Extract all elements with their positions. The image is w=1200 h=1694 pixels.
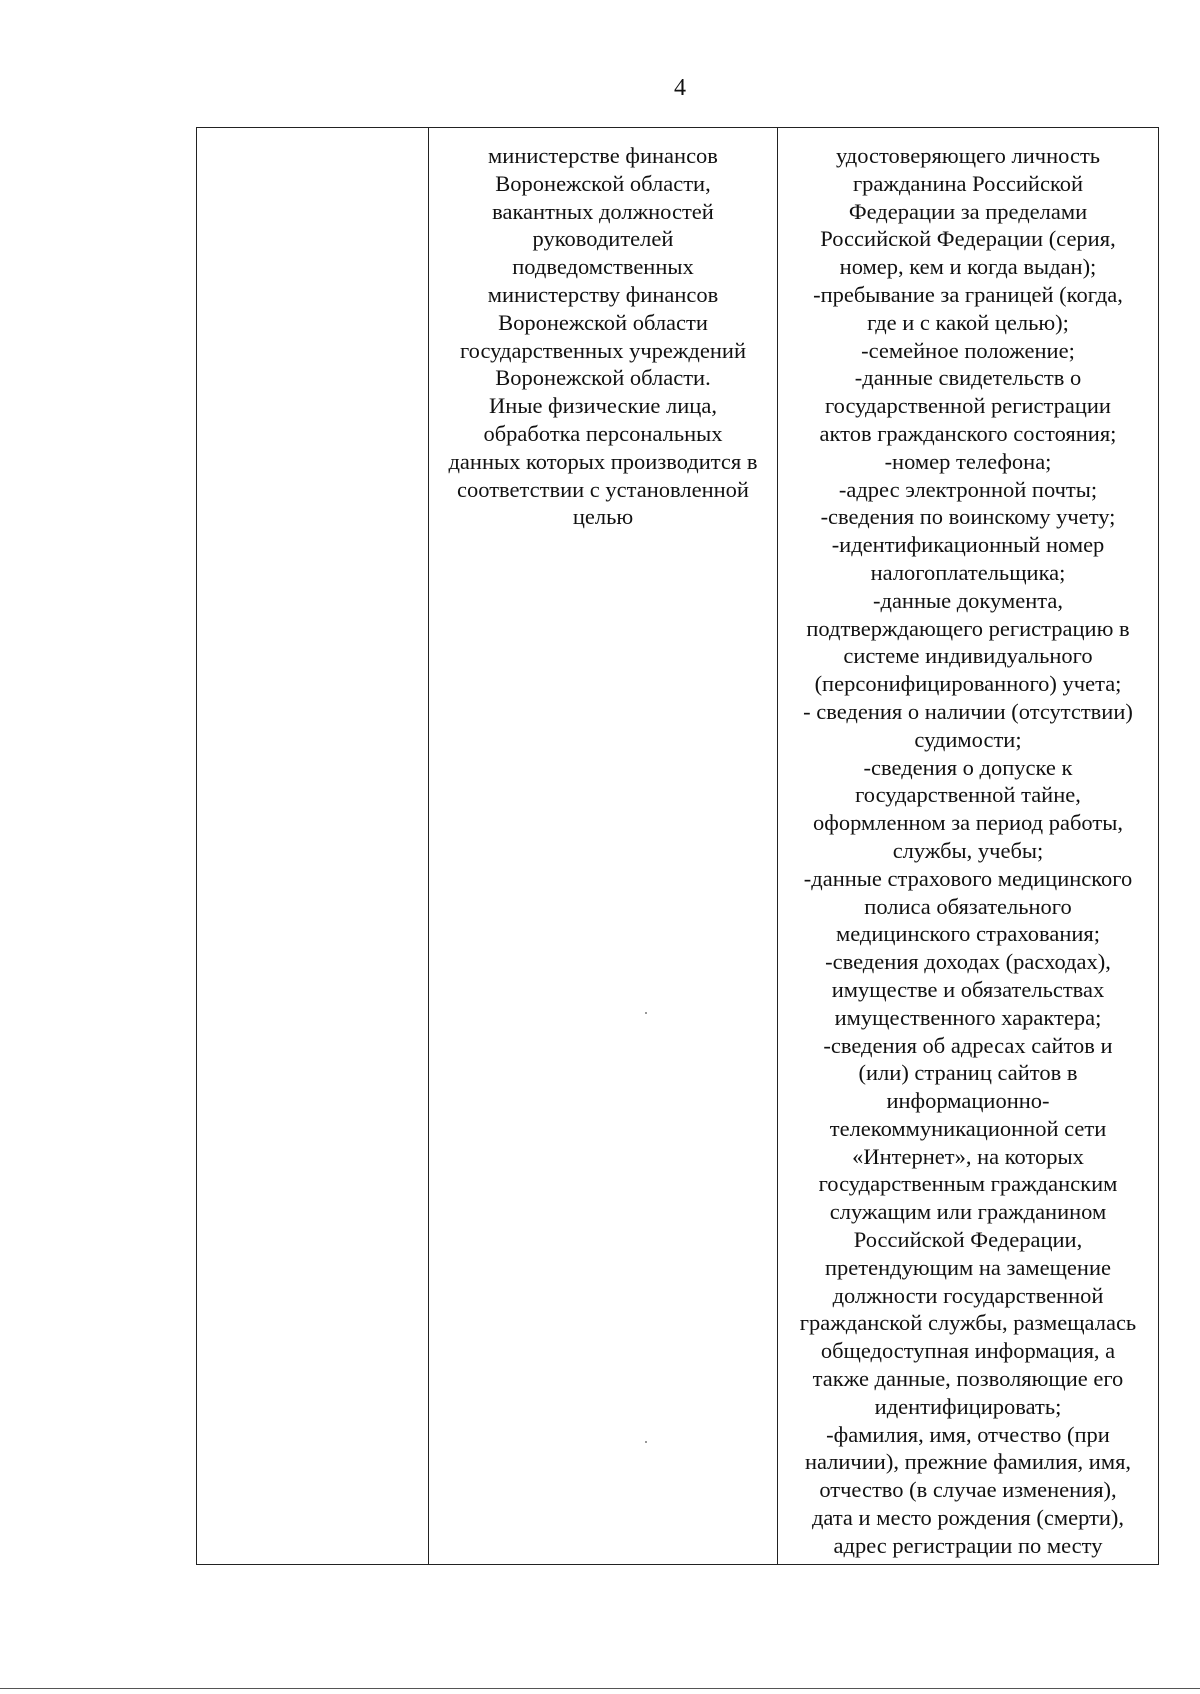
cell-text-line: удостоверяющего личность <box>835 143 1101 168</box>
cell-text-line: -сведения доходах (расходах), <box>825 949 1111 975</box>
cell-text-line: должности государственной <box>832 1282 1104 1308</box>
footer-rule <box>0 1688 1200 1689</box>
cell-text-line: дата и место рождения (смерти), <box>811 1505 1125 1531</box>
cell-text-line: Воронежской области. <box>495 365 711 391</box>
cell-text-line: соответствии с установленной <box>457 476 749 502</box>
cell-text-line: -сведения о допуске к <box>863 754 1073 780</box>
cell-text-line: (или) страниц сайтов в <box>858 1060 1078 1086</box>
cell-text-line: вакантных должностей <box>492 198 714 224</box>
cell-text-line: -фамилия, имя, отчество (при <box>826 1421 1110 1447</box>
cell-text-line: -сведения об адресах сайтов и <box>823 1032 1113 1058</box>
cell-text-line: информационно- <box>886 1088 1050 1114</box>
cell-text-line: телекоммуникационной сети <box>829 1115 1107 1141</box>
cell-text-line: целью <box>572 504 634 530</box>
cell-text-line: адрес регистрации по месту <box>833 1532 1103 1558</box>
cell-text-line: -номер телефона; <box>884 448 1052 474</box>
cell-text-line: «Интернет», на которых <box>852 1143 1084 1169</box>
cell-text-line: Российской Федерации (серия, <box>820 226 1116 252</box>
table-cell-categories <box>429 128 778 1565</box>
cell-text-line: оформленном за период работы, <box>813 810 1123 836</box>
cell-text-line: наличии), прежние фамилия, имя, <box>804 1449 1132 1475</box>
scan-speck <box>645 1012 647 1014</box>
cell-text-line: руководителей <box>532 226 674 252</box>
cell-text-line: Федерации за пределами <box>848 198 1088 224</box>
cell-text-line: -пребывание за границей (когда, <box>813 281 1123 307</box>
cell-text-line: Российской Федерации, <box>853 1227 1083 1253</box>
cell-text-line: идентифицировать; <box>874 1393 1062 1419</box>
cell-text-line: -сведения по воинскому учету; <box>820 504 1116 530</box>
cell-text-line: государственным гражданским <box>818 1171 1118 1197</box>
cell-text-line: номер, кем и когда выдан); <box>839 254 1097 280</box>
cell-text-line: -идентификационный номер <box>831 532 1105 558</box>
cell-text-line: системе индивидуального <box>843 643 1093 669</box>
cell-text-line: где и с какой целью); <box>867 309 1069 335</box>
cell-text-line: государственной регистрации <box>825 393 1111 419</box>
cell-text-line: служащим или гражданином <box>829 1199 1107 1225</box>
cell-text-line: полиса обязательного <box>864 893 1072 919</box>
table-cell-personal-data-list <box>778 128 1159 1565</box>
cell-text-line: общедоступная информация, а <box>820 1338 1116 1364</box>
cell-text-line: Воронежской области, <box>495 170 711 196</box>
cell-text-line: государственных учреждений <box>460 337 746 363</box>
cell-text-line: подтверждающего регистрацию в <box>806 615 1130 641</box>
cell-text-line: гражданина Российской <box>852 170 1084 196</box>
table-cell-empty <box>197 128 429 1565</box>
cell-text-line: -адрес электронной почты; <box>838 476 1098 502</box>
cell-text-line: министерству финансов <box>487 281 719 307</box>
cell-text-line: министерстве финансов <box>488 143 718 168</box>
cell-text-line: обработка персональных <box>483 420 723 446</box>
cell-text-line: -семейное положение; <box>861 337 1075 363</box>
cell-text-line: государственной тайне, <box>855 782 1081 808</box>
scan-speck <box>645 1441 647 1443</box>
cell-text-line: актов гражданского состояния; <box>819 420 1117 446</box>
table-row <box>197 128 1159 1565</box>
cell-text-line: также данные, позволяющие его <box>812 1366 1124 1392</box>
cell-text-line: гражданской службы, размещалась <box>799 1310 1137 1336</box>
cell-text-line: - сведения о наличии (отсутствии) <box>803 698 1133 724</box>
cell-text-line: службы, учебы; <box>892 837 1044 863</box>
cell-text-line: -данные документа, <box>873 587 1063 613</box>
cell-text-line: имущественного характера; <box>834 1004 1102 1030</box>
document-table <box>196 127 1159 1565</box>
cell-text-line: данных которых производится в <box>448 448 758 474</box>
cell-text-line: медицинского страхования; <box>835 921 1101 947</box>
cell-text-line: -данные страхового медицинского <box>803 865 1133 891</box>
cell-text-line: Воронежской области <box>498 309 708 335</box>
cell-text-line: -данные свидетельств о <box>854 365 1082 391</box>
cell-text-line: претендующим на замещение <box>824 1254 1111 1280</box>
cell-text-line: Иные физические лица, <box>489 393 717 419</box>
cell-text-line: подведомственных <box>512 254 694 280</box>
cell-text-line: налогоплательщика; <box>870 559 1066 585</box>
cell-text-line: отчество (в случае изменения), <box>819 1477 1117 1503</box>
cell-text-line: имуществе и обязательствах <box>831 976 1105 1002</box>
cell-text-line: (персонифицированного) учета; <box>814 671 1122 697</box>
cell-text-line: судимости; <box>914 726 1022 752</box>
page-number: 4 <box>674 75 686 101</box>
